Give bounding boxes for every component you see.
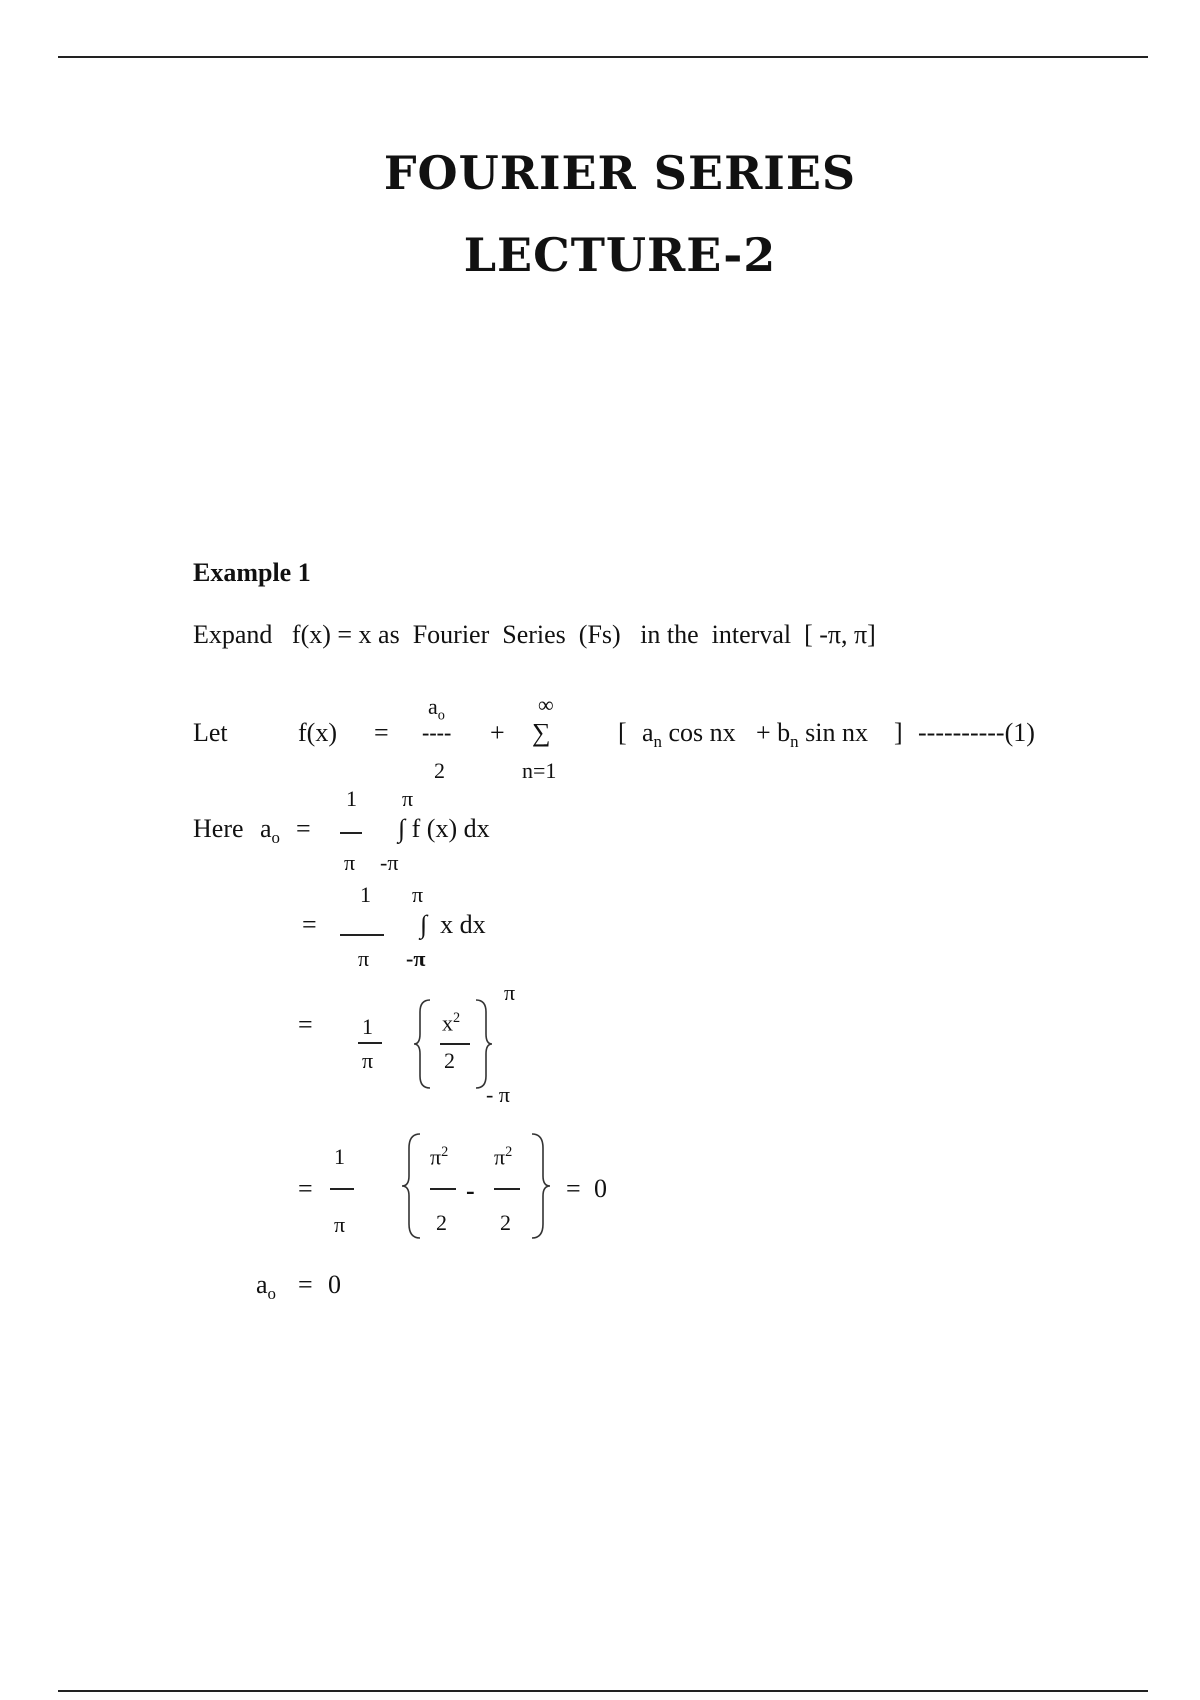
x-squared: $x^2$ bbox=[442, 1010, 461, 1036]
right-brace-icon bbox=[528, 1132, 552, 1240]
integral-expression: ∫ x dx bbox=[420, 910, 486, 939]
equals-sign: = bbox=[374, 718, 389, 747]
left-bracket: [ bbox=[618, 718, 627, 747]
denominator-two: 2 bbox=[500, 1210, 511, 1235]
fx-label: f(x) bbox=[298, 718, 337, 747]
right-bracket: ] bbox=[894, 718, 903, 747]
a0-symbol: $a_o$ bbox=[256, 1270, 276, 1304]
equals-sign: = bbox=[298, 1010, 313, 1039]
problem-statement: Expand f(x) = x as Fourier Series (Fs) in the interval [ -π, π] bbox=[193, 620, 876, 649]
fraction-bar bbox=[358, 1042, 382, 1044]
upper-limit: π bbox=[412, 882, 424, 907]
equals-sign: = bbox=[298, 1270, 313, 1299]
left-brace-icon bbox=[400, 1132, 424, 1240]
fraction-bar bbox=[330, 1188, 354, 1190]
denominator-pi: π bbox=[344, 850, 356, 875]
denominator-two: 2 bbox=[444, 1048, 455, 1073]
denominator-pi: π bbox=[334, 1212, 346, 1237]
denominator-two: 2 bbox=[434, 758, 445, 783]
lower-limit: - π bbox=[486, 1082, 510, 1107]
integral-expression: ∫ f (x) dx bbox=[398, 814, 490, 843]
a0-symbol: $a_o$ bbox=[260, 814, 280, 848]
denominator-pi: π bbox=[362, 1048, 374, 1073]
bottom-rule bbox=[58, 1690, 1148, 1692]
lower-limit: -π bbox=[406, 946, 426, 971]
equals-sign: = bbox=[298, 1174, 313, 1203]
pi-squared: $\pi^2$ bbox=[430, 1144, 449, 1170]
equals-sign: = bbox=[296, 814, 311, 843]
result-zero: 0 bbox=[594, 1174, 607, 1203]
plus-sign: + bbox=[490, 718, 505, 747]
sum-lower-limit: n=1 bbox=[522, 758, 557, 783]
denominator-two: 2 bbox=[436, 1210, 447, 1235]
fraction-bar bbox=[340, 934, 384, 936]
left-brace-icon bbox=[412, 998, 434, 1090]
upper-limit: π bbox=[504, 980, 516, 1005]
result-zero: 0 bbox=[328, 1270, 341, 1299]
fraction-bar bbox=[430, 1188, 456, 1190]
equals-sign: = bbox=[566, 1174, 581, 1203]
infinity-limit: ∞ bbox=[538, 692, 554, 717]
fraction-bar bbox=[340, 832, 362, 834]
numerator-one: 1 bbox=[346, 786, 357, 811]
upper-limit: π bbox=[402, 786, 414, 811]
page-title: FOURIER SERIES bbox=[383, 146, 857, 200]
page-subtitle: LECTURE-2 bbox=[463, 228, 777, 282]
here-label: Here bbox=[193, 814, 244, 843]
lower-limit: -π bbox=[380, 850, 399, 875]
fraction-bar bbox=[494, 1188, 520, 1190]
equation-tag: ----------(1) bbox=[918, 718, 1035, 747]
numerator-one: 1 bbox=[360, 882, 371, 907]
numerator-one: 1 bbox=[362, 1014, 373, 1039]
let-label: Let bbox=[193, 718, 228, 747]
denominator-pi: π bbox=[358, 946, 370, 971]
cos-term: $a_n$ cos nx bbox=[642, 718, 736, 752]
right-brace-icon bbox=[472, 998, 494, 1090]
equals-sign: = bbox=[302, 910, 317, 939]
sin-term: + $b_n$ sin nx bbox=[756, 718, 868, 752]
fraction-dashes: ---- bbox=[422, 720, 452, 745]
example-heading: Example 1 bbox=[193, 558, 311, 587]
top-rule bbox=[58, 56, 1148, 58]
minus-sign: - bbox=[466, 1176, 475, 1205]
numerator-one: 1 bbox=[334, 1144, 345, 1169]
pi-squared: $\pi^2$ bbox=[494, 1144, 513, 1170]
sigma-symbol: ∑ bbox=[532, 718, 551, 747]
a0-coefficient: $a_o$ bbox=[428, 694, 445, 724]
fraction-bar bbox=[440, 1043, 470, 1045]
